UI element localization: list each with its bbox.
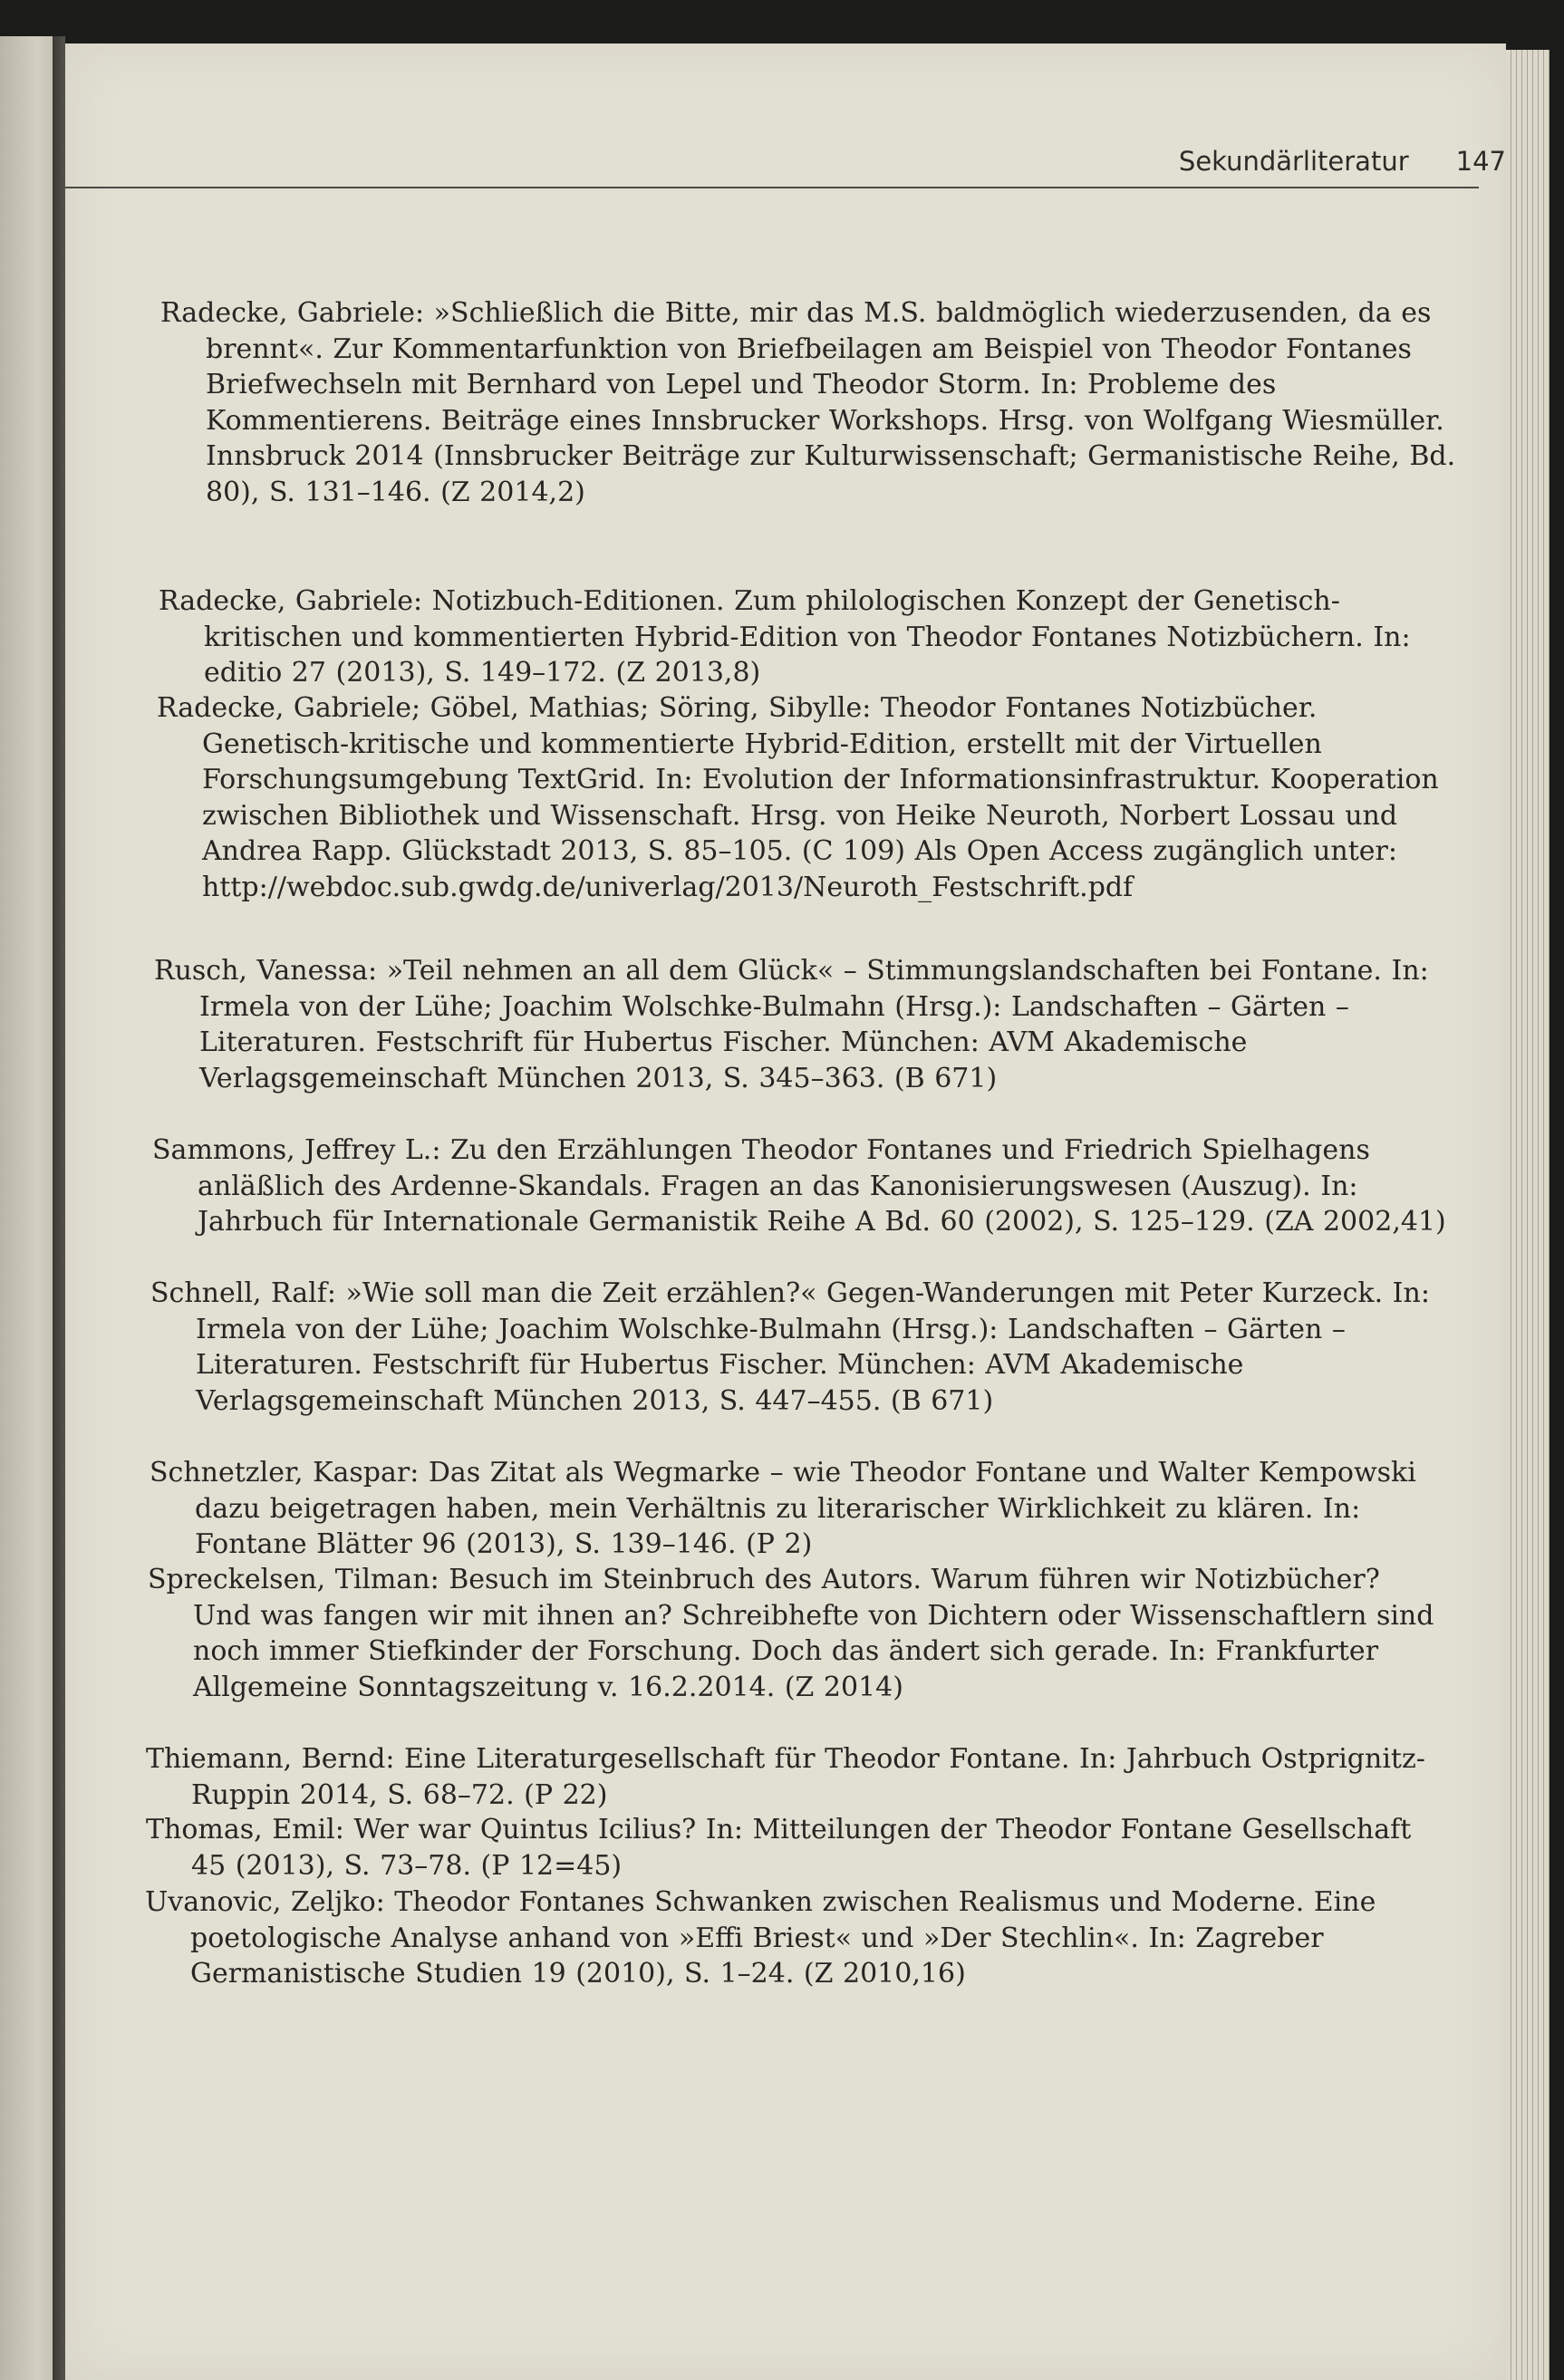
bibliography-entry: Radecke, Gabriele: »Schließlich die Bitte, mir das M.S. baldmöglich wiederzusenden, da es brennt«. Zur Kommentarfunktion von Briefbeilagen am Beispiel von Theodor Fontanes Briefwechseln mit Bernhard von Lepel und Theodor Storm. In: Probleme des Kommentierens. Beiträge eines Innsbrucker Workshops. Hrsg. von Wolfgang Wiesmüller. Innsbruck 2014 (Innsbrucker Beiträge zur Kulturwissenschaft; Germanistische Reihe, Bd. 80), S. 131–146. (Z 2014,2) [160, 297, 1456, 508]
bibliography-entry: Thiemann, Bernd: Eine Literaturgesellschaft für Theodor Fontane. In: Jahrbuch Ostprignitz-Ruppin 2014, S. 68–72. (P 22) [146, 1743, 1425, 1811]
bibliography-entry: Schnetzler, Kaspar: Das Zitat als Wegmarke – wie Theodor Fontane und Walter Kempowski dazu beigetragen haben, mein Verhältnis zu literarischer Wirklichkeit zu klären. In: Fontane Blätter 96 (2013), S. 139–146. (P 2) [150, 1457, 1416, 1561]
bibliography-entry: Radecke, Gabriele; Göbel, Mathias; Söring, Sibylle: Theodor Fontanes Notizbücher. Genetisch-kritische und kommentierte Hybrid-Edition, erstellt mit der Virtuellen Forschungsumgebung TextGrid. In: Evolution der Informationsinfrastruktur. Kooperation zwischen Bibliothek und Wissenschaft. Hrsg. von Heike Neuroth, Norbert Lossau und Andrea Rapp. Glückstadt 2013, S. 85–105. (C 109) Als Open Access zugänglich unter: http://webdoc.sub.gwdg.de/univerlag/2013/Neuroth_Festschrift.pdf [157, 692, 1439, 903]
facing-page-edge [0, 36, 53, 2380]
bibliography-entry: Spreckelsen, Tilman: Besuch im Steinbruch des Autors. Warum führen wir Notizbücher? Und was fangen wir mit ihnen an? Schreibhefte von Dichtern oder Wissenschaftlern sind noch immer Stiefkinder der Forschung. Doch das ändert sich gerade. In: Frankfurter Allgemeine Sonntagszeitung v. 16.2.2014. (Z 2014) [148, 1564, 1434, 1703]
bibliography-entry: Thomas, Emil: Wer war Quintus Icilius? In: Mitteilungen der Theodor Fontane Gesellschaft 45 (2013), S. 73–78. (P 12=45) [146, 1814, 1412, 1882]
page-number: 147 [1455, 146, 1506, 177]
bibliography-entry: Schnell, Ralf: »Wie soll man die Zeit erzählen?« Gegen-Wanderungen mit Peter Kurzeck. In: Irmela von der Lühe; Joachim Wolschke-Bulmahn (Hrsg.): Landschaften – Gärten – Literaturen. Festschrift für Hubertus Fischer. München: AVM Akademische Verlagsgemeinschaft München 2013, S. 447–455. (B 671) [150, 1277, 1430, 1417]
book-gutter [53, 36, 65, 2380]
section-title: Sekundärliteratur [1178, 146, 1409, 177]
bibliography-entry: Uvanovic, Zeljko: Theodor Fontanes Schwanken zwischen Realismus und Moderne. Eine poetologische Analyse anhand von »Effi Briest« und »Der Stechlin«. In: Zagreber Germanistische Studien 19 (2010), S. 1–24. (Z 2010,16) [145, 1886, 1376, 1990]
bibliography-entry: Sammons, Jeffrey L.: Zu den Erzählungen Theodor Fontanes und Friedrich Spielhagens anläßlich des Ardenne-Skandals. Fragen an das Kanonisierungswesen (Auszug). In: Jahrbuch für Internationale Germanistik Reihe A Bd. 60 (2002), S. 125–129. (ZA 2002,41) [152, 1134, 1446, 1238]
bibliography-list [65, 43, 1506, 2380]
book-page [65, 43, 1506, 2380]
bibliography-entry: Radecke, Gabriele: Notizbuch-Editionen. Zum philologischen Konzept der Genetisch-kritischen und kommentierten Hybrid-Edition von Theodor Fontanes Notizbüchern. In: editio 27 (2013), S. 149–172. (Z 2013,8) [159, 585, 1411, 689]
bibliography-entry: Rusch, Vanessa: »Teil nehmen an all dem Glück« – Stimmungslandschaften bei Fontane. In: Irmela von der Lühe; Joachim Wolschke-Bulmahn (Hrsg.): Landschaften – Gärten – Literaturen. Festschrift für Hubertus Fischer. München: AVM Akademische Verlagsgemeinschaft München 2013, S. 345–363. (B 671) [154, 955, 1429, 1094]
